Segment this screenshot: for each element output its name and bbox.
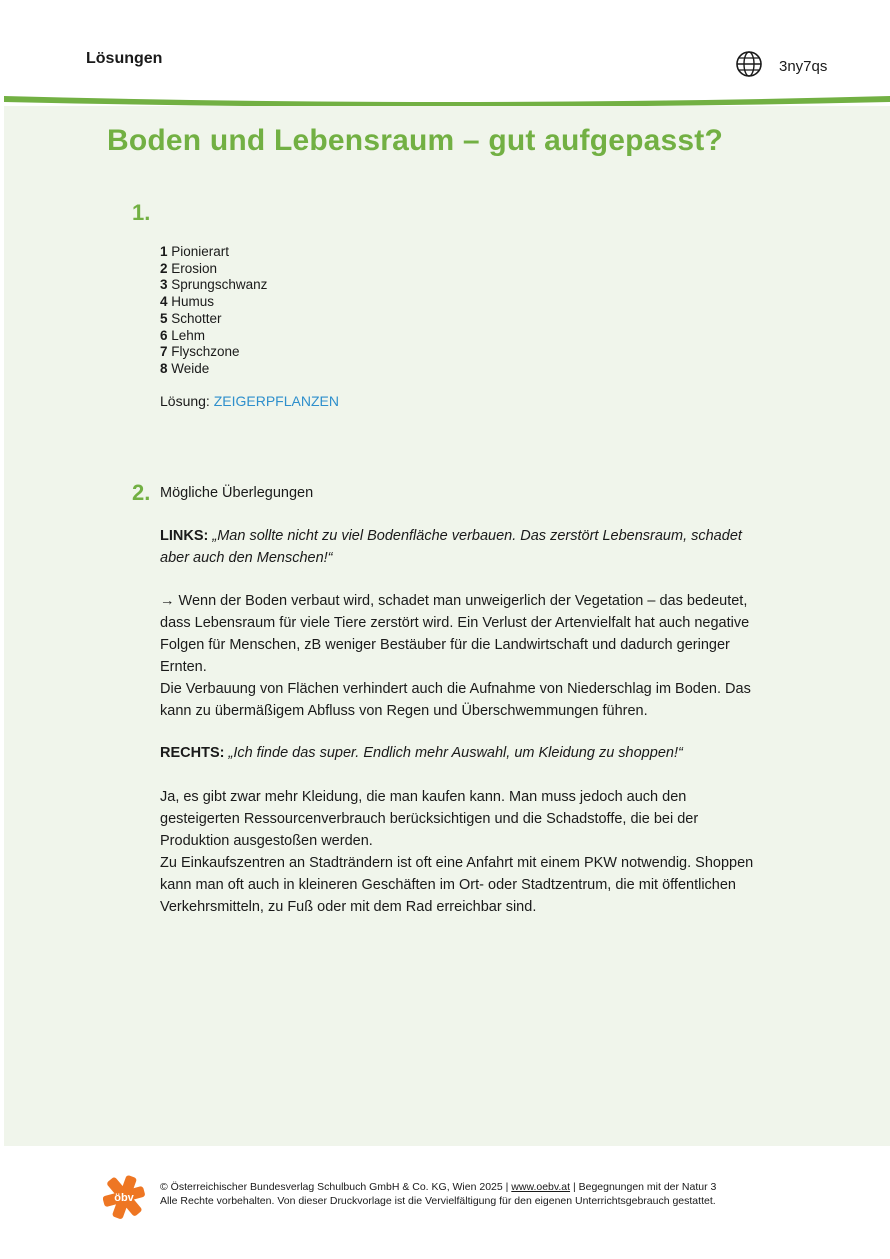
header-label: Lösungen [86,50,163,67]
rechts-quote: RECHTS: „Ich finde das super. Endlich mehr Auswahl, um Kleidung zu shoppen!“ [160,745,683,761]
svg-text:öbv: öbv [114,1192,134,1204]
oebv-logo [103,1175,145,1219]
links-answer: → Wenn der Boden verbaut wird, schadet man unweigerlich der Vegetation – das bedeutet, dass Lebensraum für viele Tiere zerstört wird. Ein Verlust der Artenvielfalt hat auch negative Folgen für Menschen, zB weniger Bestäuber für die Landwirtschaft und dadurch geringer Ernten. Die Verbauung von Flächen verhindert auch die Aufnahme von Niederschlag im Boden. Das kann zu übermäßigem Abfluss von Regen und Überschwemmungen führen. [160,593,751,719]
task-number-1: 1. [132,200,151,225]
list-item: 3 Sprungschwanz [160,277,268,293]
solution-value: ZEIGERPFLANZEN [213,393,339,409]
task2-intro: Mögliche Überlegungen [160,485,314,501]
list-item: 6 Lehm [160,327,206,343]
globe-icon[interactable] [735,50,763,78]
task-number-2: 2. [132,480,151,505]
solution-line [160,393,339,409]
page-title: Boden und Lebensraum – gut aufgepasst? [107,124,723,157]
links-label: LINKS: [160,528,209,544]
online-code[interactable]: 3ny7qs [779,58,828,75]
list-item: 7 Flyschzone [160,344,240,360]
list-item: 1 Pionierart [160,244,230,259]
answer-list [160,244,267,378]
list-item: 4 Humus [160,294,215,310]
list-item: 8 Weide [160,360,210,376]
list-item: 5 Schotter [160,310,222,326]
rechts-label: RECHTS: [160,745,225,761]
list-item: 2 Erosion [160,260,218,276]
footer-text: © Österreichischer Bundesverlag Schulbuch GmbH & Co. KG, Wien 2025 | www.oebv.at | Begegnungen mit der Natur 3 Alle Rechte vorbehalten. Von dieser Druckvorlage ist die Vervielfältigung für den eigenen Unterrichtsgebrauch gestattet. [160,1181,717,1207]
solution-label: Lösung: [160,393,210,409]
oebv-link[interactable]: www.oebv.at [511,1181,571,1193]
links-quote: LINKS: „Man sollte nicht zu viel Bodenfläche verbauen. Das zerstört Lebensraum, schadet aber auch den Menschen!“ [160,528,742,566]
rechts-answer: Ja, es gibt zwar mehr Kleidung, die man kaufen kann. Man muss jedoch auch den gesteigerten Ressourcenverbrauch berücksichtigen und die Schadstoffe, die bei der Produktion ausgestoßen werden. Zu Einkaufszentren an Stadträndern ist oft eine Anfahrt mit einem PKW notwendig. Shoppen kann man oft auch in kleineren Geschäften im Ort- oder Stadtzentrum, die mit öffentlichen Verkehrsmitteln, zu Fuß oder mit dem Rad erreichbar sind. [160,789,754,915]
